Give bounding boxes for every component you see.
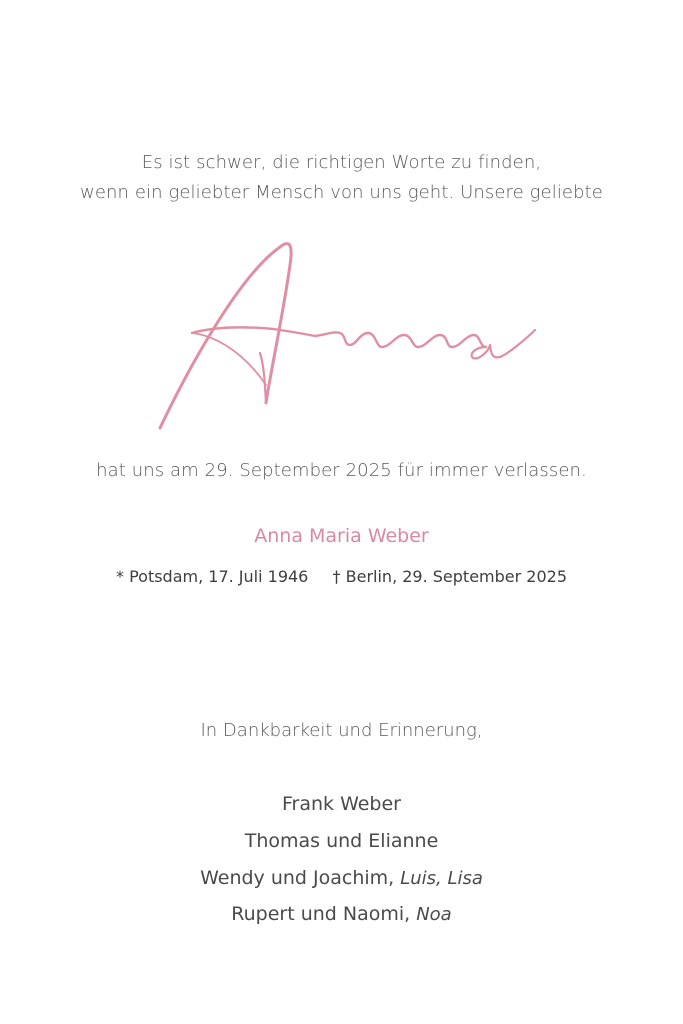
thanks-line: In Dankbarkeit und Erinnerung, <box>200 720 483 741</box>
intro-line-2: wenn ein geliebter Mensch von uns geht. Unsere geliebte <box>80 182 603 203</box>
family-names: Thomas und Elianne <box>244 830 439 852</box>
family-children: Luis, Lisa <box>400 868 483 889</box>
life-dates <box>0 567 683 586</box>
signature-anna <box>150 235 550 440</box>
family-names: Wendy und Joachim, <box>200 867 395 889</box>
family-member-line <box>0 830 683 852</box>
deceased-full-name: Anna Maria Weber <box>254 525 429 547</box>
family-member-line <box>0 793 683 815</box>
family-children: Noa <box>416 904 452 925</box>
family-member-line <box>0 867 683 889</box>
death-info: † Berlin, 29. September 2025 <box>332 567 568 586</box>
passed-away-line: hat uns am 29. September 2025 für immer verlassen. <box>96 460 587 481</box>
family-names: Frank Weber <box>281 793 401 815</box>
birth-info: * Potsdam, 17. Juli 1946 <box>115 567 309 586</box>
intro-line-1: Es ist schwer, die richtigen Worte zu finden, <box>141 152 542 173</box>
family-names: Rupert und Naomi, <box>231 903 411 925</box>
family-member-line <box>0 903 683 925</box>
